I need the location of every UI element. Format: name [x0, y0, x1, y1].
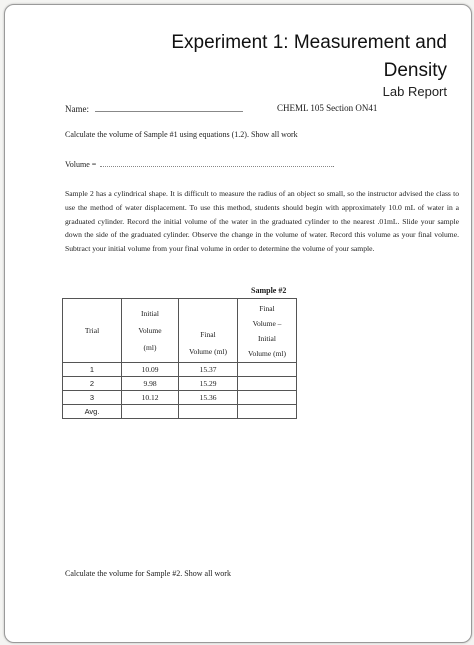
header-diff-line4: Volume (ml)	[248, 348, 286, 358]
header-initial-line3: (ml)	[143, 343, 157, 352]
final-volume-cell[interactable]	[179, 405, 238, 419]
initial-volume-cell[interactable]	[122, 405, 179, 419]
header-final-line1: Final	[200, 330, 216, 339]
volume-row	[65, 159, 334, 169]
table-header-row	[63, 299, 297, 363]
name-label: Name:	[65, 104, 89, 114]
final-volume-cell[interactable]: 15.29	[179, 377, 238, 391]
volume-end: .	[332, 160, 335, 169]
header-diff-line1: Final	[259, 303, 275, 313]
difference-cell[interactable]	[238, 405, 297, 419]
sample2-instruction: Calculate the volume for Sample #2. Show all work	[65, 569, 231, 578]
initial-volume-cell[interactable]: 9.98	[122, 377, 179, 391]
sample2-paragraph: Sample 2 has a cylindrical shape. It is difficult to measure the radius of an object so small, so the instructor advised the class to use the method of water displacement. To use this method, students should begin with approximately 10.0 mL of water in a graduated cylinder. Record the initial volume of the water in the graduated cylinder to the nearest .01mL. Slide your sample down the side of the graduated cylinder. Observe the change in the volume of water. Record this volume as your final volume. Subtract your initial volume from your final volume in order to determine the volume of your sample.	[65, 189, 459, 254]
sample2-table	[62, 298, 297, 419]
volume-blank[interactable]	[100, 159, 335, 169]
volume-label: Volume =	[65, 160, 97, 169]
table-row	[63, 377, 297, 391]
name-row	[65, 103, 425, 114]
course-label: CHEML 105 Section ON41	[277, 103, 378, 113]
trial-cell: 2	[63, 377, 122, 391]
sample1-instruction: Calculate the volume of Sample #1 using equations (1.2). Show all work	[65, 130, 298, 139]
header-initial-line2: Volume	[138, 326, 162, 335]
trial-cell: 1	[63, 363, 122, 377]
table-row	[63, 391, 297, 405]
initial-volume-cell[interactable]: 10.09	[122, 363, 179, 377]
header-final-line2: Volume (ml)	[189, 347, 227, 356]
table-row	[63, 363, 297, 377]
final-volume-cell[interactable]: 15.37	[179, 363, 238, 377]
header-diff-line3: Initial	[258, 333, 276, 343]
header-trial	[63, 299, 122, 363]
header-initial-line1: Initial	[141, 309, 159, 318]
header-final	[179, 299, 238, 363]
header-trial-label: Trial	[84, 326, 100, 335]
title-line-1: Experiment 1: Measurement and	[171, 32, 447, 53]
name-blank[interactable]	[95, 103, 243, 112]
final-volume-cell[interactable]: 15.36	[179, 391, 238, 405]
page-subtitle: Lab Report	[382, 84, 447, 99]
difference-cell[interactable]	[238, 391, 297, 405]
title-line-2: Density	[383, 60, 447, 81]
trial-cell: Avg.	[63, 405, 122, 419]
difference-cell[interactable]	[238, 377, 297, 391]
trial-cell: 3	[63, 391, 122, 405]
table-row-average	[63, 405, 297, 419]
initial-volume-cell[interactable]: 10.12	[122, 391, 179, 405]
page-title	[171, 29, 447, 85]
header-diff-line2: Volume –	[252, 318, 282, 328]
lab-report-page	[4, 4, 472, 643]
table-title: Sample #2	[251, 286, 287, 295]
header-initial	[122, 299, 179, 363]
difference-cell[interactable]	[238, 363, 297, 377]
header-difference	[238, 299, 297, 363]
